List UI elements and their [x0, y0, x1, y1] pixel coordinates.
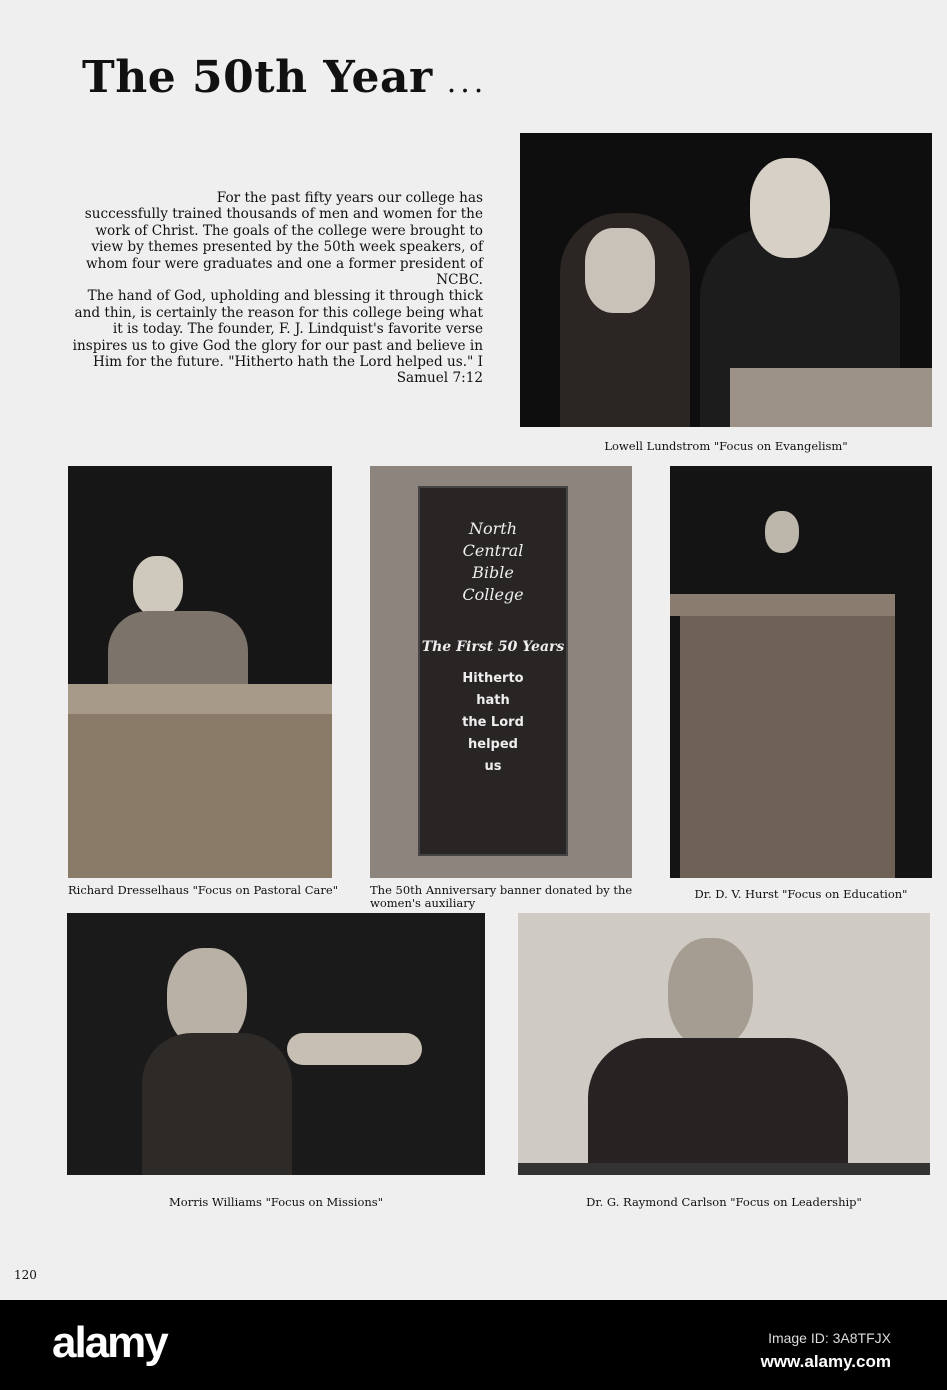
banner-line: helped — [468, 737, 518, 752]
image-id: Image ID: 3A8TFJX — [768, 1330, 891, 1346]
banner-line: North — [468, 519, 517, 538]
banner-line: us — [484, 759, 502, 774]
banner-line: Hitherto — [462, 671, 524, 686]
paragraph-2: The hand of God, upholding and blessing it through thick and thin, is certainly the reason for this college being what it is today. The founder, F. J. Lindquist's favorite verse inspires us to give God the glory for our past and believe in Him for the future. "Hitherto hath the Lord helped us." I Samuel 7:12 — [72, 288, 483, 387]
anniversary-banner — [418, 486, 568, 856]
banner-line: The First 50 Years — [421, 639, 565, 655]
caption-carlson: Dr. G. Raymond Carlson "Focus on Leadership" — [586, 1195, 862, 1209]
photo-dresselhaus — [68, 466, 332, 878]
caption-dresselhaus: Richard Dresselhaus "Focus on Pastoral Care" — [68, 883, 339, 897]
caption-williams: Morris Williams "Focus on Missions" — [169, 1195, 383, 1209]
caption-lundstrom: Lowell Lundstrom "Focus on Evangelism" — [604, 439, 848, 453]
watermark-url: www.alamy.com — [760, 1352, 891, 1371]
intro-paragraph — [72, 190, 483, 387]
banner-line: the Lord — [462, 715, 524, 730]
banner-line: Bible — [472, 563, 514, 582]
page-title — [82, 52, 487, 103]
title-text: The 50th Year — [82, 52, 433, 103]
page-number: 120 — [14, 1268, 37, 1282]
banner-line: College — [462, 585, 524, 604]
banner-line: hath — [476, 693, 510, 708]
alamy-logo: alamy — [52, 1318, 167, 1367]
photo-banner — [370, 466, 632, 878]
photo-lundstrom — [520, 133, 932, 427]
paragraph-1: For the past fifty years our college has successfully trained thousands of men and women for the work of Christ. The goals of the college were brought to view by themes presented by the 50th week speakers, of whom four were graduates and one a former president of NCBC. — [84, 190, 483, 289]
caption-banner: The 50th Anniversary banner donated by the women's auxiliary — [370, 883, 633, 910]
photo-hurst — [670, 466, 932, 878]
title-dots: ... — [446, 65, 488, 100]
banner-line: Central — [462, 541, 524, 560]
photo-carlson — [518, 913, 930, 1175]
photo-williams — [67, 913, 485, 1175]
caption-hurst: Dr. D. V. Hurst "Focus on Education" — [694, 887, 908, 901]
